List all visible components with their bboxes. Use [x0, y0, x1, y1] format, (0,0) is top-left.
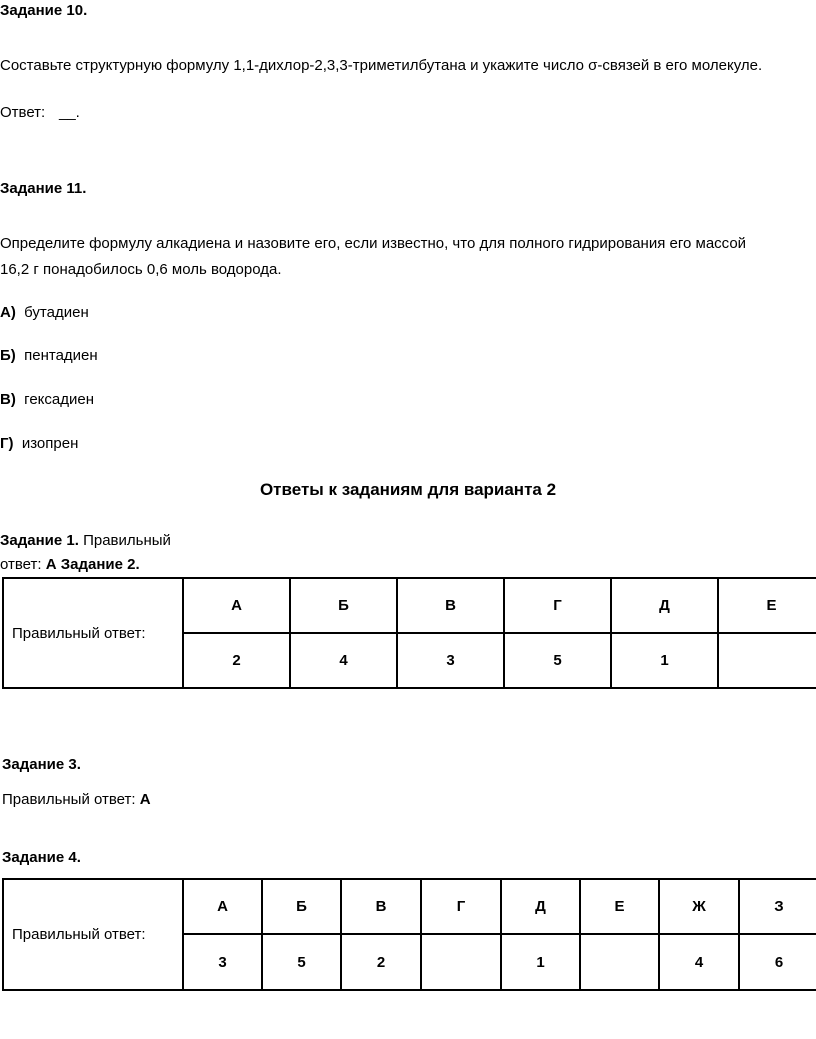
table-header-cell: З [739, 879, 816, 934]
table-header-cell: А [183, 879, 262, 934]
task3-text: Правильный ответ: [2, 791, 136, 808]
table-cell [580, 934, 659, 990]
table-header-cell: В [397, 578, 504, 633]
task10-text: Составьте структурную формулу 1,1-дихлор-2,3,3-триметилбутана и укажите число σ-связей в его молекуле. [0, 57, 763, 74]
table-cell: 3 [183, 934, 262, 990]
option-text: гексадиен [24, 391, 94, 408]
option-a [0, 304, 89, 321]
task4-answer-table [2, 878, 816, 991]
table-cell: 2 [341, 934, 421, 990]
table-header-cell: Е [718, 578, 816, 633]
table-cell [718, 633, 816, 688]
task10-answer-label: Ответ: [0, 104, 46, 121]
option-letter: В) [0, 391, 16, 408]
task1-text-part2: ответ: [0, 556, 42, 573]
table-cell: 6 [739, 934, 816, 990]
option-text: пентадиен [24, 347, 98, 364]
option-g [0, 435, 78, 452]
table-cell: 4 [290, 633, 397, 688]
table-header-cell: А [183, 578, 290, 633]
task11-text-line2: 16,2 г понадобилось 0,6 моль водорода. [0, 261, 282, 278]
task3-line [2, 791, 151, 808]
task2-heading: Задание 2. [60, 556, 140, 573]
task4-heading: Задание 4. [2, 849, 81, 866]
task3-heading: Задание 3. [2, 756, 81, 773]
table-row [3, 578, 816, 633]
option-b [0, 347, 98, 364]
task1-text-part1: Правильный [83, 532, 171, 549]
table-header-cell: Г [504, 578, 611, 633]
table-header-cell: Б [290, 578, 397, 633]
table-cell: 5 [262, 934, 341, 990]
option-text: изопрен [21, 435, 79, 452]
option-text: бутадиен [24, 304, 89, 321]
task1-answer: А [45, 556, 57, 573]
table-header-cell: Б [262, 879, 341, 934]
option-letter: А) [0, 304, 16, 321]
answers-title: Ответы к заданиям для варианта 2 [259, 480, 557, 499]
table-cell: 1 [611, 633, 718, 688]
option-letter: Б) [0, 347, 16, 364]
table-row [3, 879, 816, 934]
table-header-cell: Е [580, 879, 659, 934]
task3-answer: А [139, 791, 151, 808]
table-cell: 3 [397, 633, 504, 688]
table-cell: 2 [183, 633, 290, 688]
table-header-cell: В [341, 879, 421, 934]
task11-text-line1: Определите формулу алкадиена и назовите его, если известно, что для полного гидрирования его массой [0, 235, 747, 252]
task1-line1 [0, 532, 171, 549]
task10-answer-blank: __. [59, 104, 80, 121]
table-cell: 1 [501, 934, 580, 990]
table-label: Правильный ответ: [3, 879, 183, 990]
table-cell: 5 [504, 633, 611, 688]
task2-answer-table [2, 577, 816, 689]
table-header-cell: Г [421, 879, 501, 934]
task10-heading: Задание 10. [0, 2, 88, 19]
table-header-cell: Д [611, 578, 718, 633]
table-cell: 4 [659, 934, 739, 990]
table-cell [421, 934, 501, 990]
task1-line2 [0, 556, 140, 573]
option-v [0, 391, 94, 408]
task1-heading: Задание 1. [0, 532, 79, 549]
task11-heading: Задание 11. [0, 180, 87, 197]
table-header-cell: Ж [659, 879, 739, 934]
option-letter: Г) [0, 435, 14, 452]
table-header-cell: Д [501, 879, 580, 934]
table-label: Правильный ответ: [3, 578, 183, 688]
